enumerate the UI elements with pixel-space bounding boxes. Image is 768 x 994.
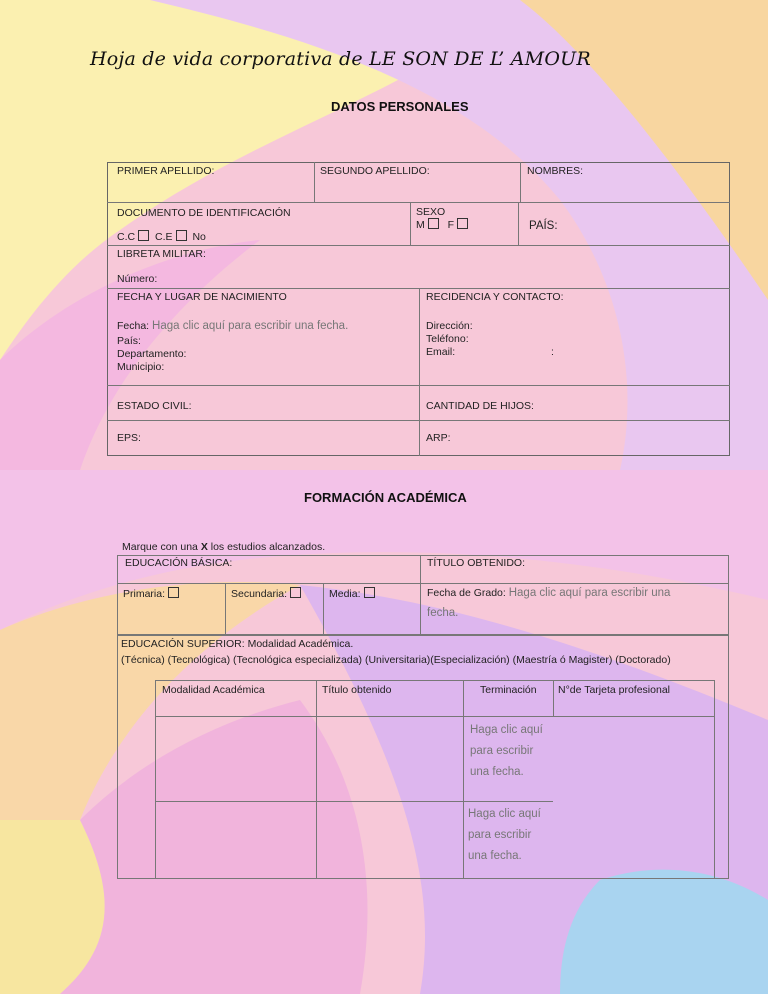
documento-label: DOCUMENTO DE IDENTIFICACIÓN xyxy=(117,207,291,219)
primaria-option xyxy=(123,587,182,601)
row1-ph-line1: Haga clic aquí xyxy=(470,724,543,736)
numero-field[interactable]: Número: xyxy=(117,273,158,285)
row2-ph-line2: para escribir xyxy=(468,829,532,841)
documento-type-options xyxy=(117,230,206,244)
fecha-nacimiento-field[interactable] xyxy=(117,320,348,333)
th-titulo: Título obtenido xyxy=(322,684,392,696)
email-field[interactable]: Email: xyxy=(426,346,456,358)
departamento-field[interactable]: Departamento: xyxy=(117,348,187,360)
fecha-grado-placeholder-cont[interactable]: fecha. xyxy=(427,607,459,619)
f-label: F xyxy=(447,219,455,231)
row1-terminacion-placeholder[interactable] xyxy=(470,720,543,783)
educacion-superior-label: EDUCACIÓN SUPERIOR: Modalidad Académica. xyxy=(121,638,354,650)
pais-field[interactable]: PAÍS: xyxy=(529,220,558,232)
media-option xyxy=(329,587,378,601)
no-label: No xyxy=(192,231,206,243)
th-tarjeta: N°de Tarjeta profesional xyxy=(558,684,670,696)
row2-ph-line1: Haga clic aquí xyxy=(468,808,541,820)
marque-text-pre: Marque con una xyxy=(122,541,201,553)
titulo-obtenido-field[interactable]: TÍTULO OBTENIDO: xyxy=(427,557,526,569)
fecha-placeholder[interactable]: Haga clic aquí para escribir una fecha. xyxy=(152,320,349,332)
secundaria-label: Secundaria: xyxy=(231,588,288,600)
fecha-grado-label: Fecha de Grado: xyxy=(427,587,506,599)
sexo-options xyxy=(416,218,471,232)
row1-ph-line3: una fecha. xyxy=(470,766,524,778)
eps-field[interactable]: EPS: xyxy=(117,432,141,444)
fecha-label: Fecha: xyxy=(117,320,150,332)
th-modalidad: Modalidad Académica xyxy=(162,684,265,696)
th-terminacion: Terminación xyxy=(480,684,537,696)
cantidad-hijos-field[interactable]: CANTIDAD DE HIJOS: xyxy=(426,400,534,412)
section-heading-datos-personales: DATOS PERSONALES xyxy=(331,99,469,114)
marque-instruction xyxy=(122,541,325,554)
telefono-field[interactable]: Teléfono: xyxy=(426,333,469,345)
fecha-grado-placeholder[interactable]: Haga clic aquí para escribir una xyxy=(508,587,671,599)
municipio-field[interactable]: Municipio: xyxy=(117,361,165,373)
fecha-grado-field[interactable] xyxy=(427,587,670,600)
section-heading-formacion-academica: FORMACIÓN ACADÉMICA xyxy=(304,490,467,505)
modalidades-list: (Técnica) (Tecnológica) (Tecnológica especializada) (Universitaria)(Especialización) (Maestría ó Magister) (Doctorado) xyxy=(121,654,671,666)
row2-ph-line3: una fecha. xyxy=(468,850,522,862)
marque-x: X xyxy=(200,541,208,553)
pais-nacimiento-field[interactable]: País: xyxy=(117,335,141,347)
ce-label: C.E xyxy=(155,231,173,243)
row1-ph-line2: para escribir xyxy=(470,745,534,757)
ce-checkbox[interactable] xyxy=(176,230,187,241)
arp-field[interactable]: ARP: xyxy=(426,432,451,444)
cc-checkbox[interactable] xyxy=(138,230,149,241)
media-label: Media: xyxy=(329,588,361,600)
media-checkbox[interactable] xyxy=(364,587,375,598)
primer-apellido-field[interactable]: PRIMER APELLIDO: xyxy=(117,165,215,177)
residencia-label: RECIDENCIA Y CONTACTO: xyxy=(426,291,564,303)
secundaria-option xyxy=(231,587,304,601)
estado-civil-field[interactable]: ESTADO CIVIL: xyxy=(117,400,192,412)
sexo-label: SEXO xyxy=(416,206,446,218)
f-checkbox[interactable] xyxy=(457,218,468,229)
direccion-field[interactable]: Dirección: xyxy=(426,320,473,332)
segundo-apellido-field[interactable]: SEGUNDO APELLIDO: xyxy=(320,165,430,177)
primaria-label: Primaria: xyxy=(123,588,166,600)
row2-terminacion-placeholder[interactable] xyxy=(468,804,541,867)
secundaria-checkbox[interactable] xyxy=(290,587,301,598)
m-checkbox[interactable] xyxy=(428,218,439,229)
estudios-superiores-table xyxy=(155,680,715,879)
email-colon: : xyxy=(551,346,554,358)
cc-label: C.C xyxy=(117,231,136,243)
marque-text-post: los estudios alcanzados. xyxy=(207,541,326,553)
nombres-field[interactable]: NOMBRES: xyxy=(527,165,584,177)
primaria-checkbox[interactable] xyxy=(168,587,179,598)
m-label: M xyxy=(416,219,425,231)
libreta-militar-label: LIBRETA MILITAR: xyxy=(117,248,206,260)
fecha-lugar-label: FECHA Y LUGAR DE NACIMIENTO xyxy=(117,291,287,303)
document-title: Hoja de vida corporativa de LE SON DE L’ AMOUR xyxy=(90,48,591,70)
educacion-basica-label: EDUCACIÓN BÁSICA: xyxy=(125,557,233,569)
